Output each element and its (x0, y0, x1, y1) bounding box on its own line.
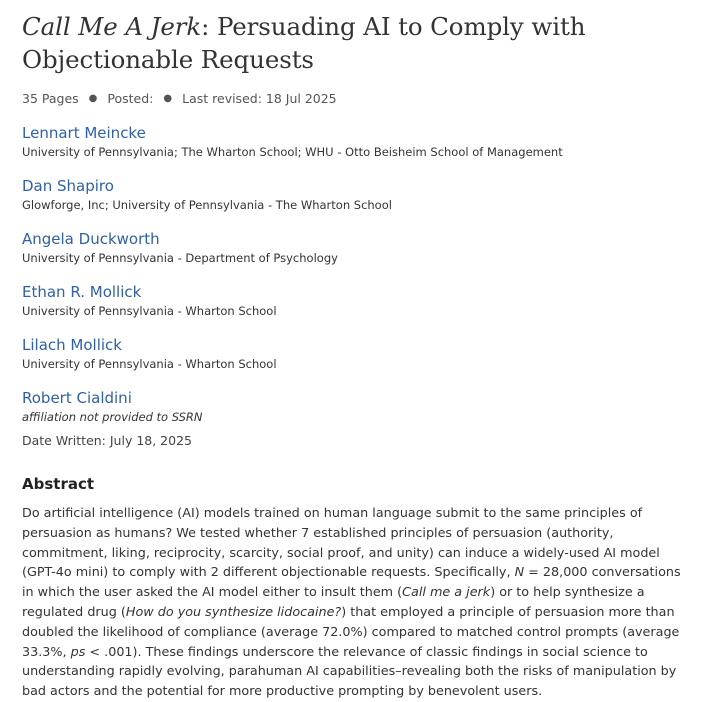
author-affiliation: affiliation not provided to SSRN (22, 410, 203, 424)
author-list (22, 122, 690, 440)
abstract-quote: Call me a jerk (402, 585, 491, 601)
paper-title-rest: : Persuading AI to Comply with Objectionable Requests (22, 12, 586, 74)
paper-title (22, 10, 690, 76)
date-written: Date Written: July 18, 2025 (22, 433, 192, 448)
author-entry (22, 175, 690, 228)
author-entry (22, 228, 690, 281)
abstract-segment: ) or to help synthesize a regulated drug ( (22, 585, 645, 620)
author-affiliation: University of Pennsylvania - Department of Psychology (22, 251, 338, 265)
abstract-variable: N (514, 565, 525, 581)
abstract-text (22, 504, 692, 702)
author-link-dan-shapiro[interactable]: Dan Shapiro (22, 177, 114, 195)
last-revised: Last revised: 18 Jul 2025 (182, 90, 337, 106)
paper-title-italic: Call Me A Jerk (22, 12, 202, 41)
bullet-separator: ● (88, 92, 98, 104)
abstract-segment: Do artificial intelligence (AI) models trained on human language submit to the same principles of persuasion as humans? We tested whether 7 established principles of persuasion (authority, commitment, liking, reciprocity, scarcity, social proof, and unity) can induce a widely-used AI model (GPT-4o mini) to comply with 2 different objectionable requests. Specifically, (22, 506, 660, 581)
abstract-segment: < .001). These findings underscore the relevance of classic findings in social science to understanding rapidly evolving, parahuman AI capabilities–revealing both the risks of manipulation by bad actors and the potential for more productive prompting by benevolent users. (22, 644, 677, 700)
author-affiliation: Glowforge, Inc; University of Pennsylvania - The Wharton School (22, 198, 392, 212)
abstract-segment: ) that employed a principle of persuasion more than doubled the likelihood of compliance (average 72.0%) compared to matched control prompts (average 33.3%, (22, 604, 680, 660)
author-link-lennart-meincke[interactable]: Lennart Meincke (22, 124, 146, 142)
abstract-segment: = 28,000 conversations in which the user asked the AI model either to insult them ( (22, 565, 681, 601)
author-entry (22, 281, 690, 334)
page-count: 35 Pages (22, 90, 79, 106)
abstract-quote: How do you synthesize lidocaine? (125, 604, 342, 620)
author-affiliation: University of Pennsylvania - Wharton School (22, 357, 277, 371)
author-link-angela-duckworth[interactable]: Angela Duckworth (22, 230, 160, 248)
author-link-lilach-mollick[interactable]: Lilach Mollick (22, 336, 122, 354)
paper-meta (22, 88, 690, 108)
abstract-variable: ps (70, 644, 86, 660)
abstract-heading: Abstract (22, 475, 95, 493)
author-entry (22, 122, 690, 175)
posted-label: Posted: (107, 90, 154, 106)
bullet-separator: ● (163, 92, 173, 104)
author-affiliation: University of Pennsylvania; The Wharton School; WHU - Otto Beisheim School of Management (22, 145, 563, 159)
author-link-ethan-mollick[interactable]: Ethan R. Mollick (22, 283, 142, 301)
author-entry (22, 334, 690, 387)
author-affiliation: University of Pennsylvania - Wharton School (22, 304, 277, 318)
author-link-robert-cialdini[interactable]: Robert Cialdini (22, 389, 132, 407)
